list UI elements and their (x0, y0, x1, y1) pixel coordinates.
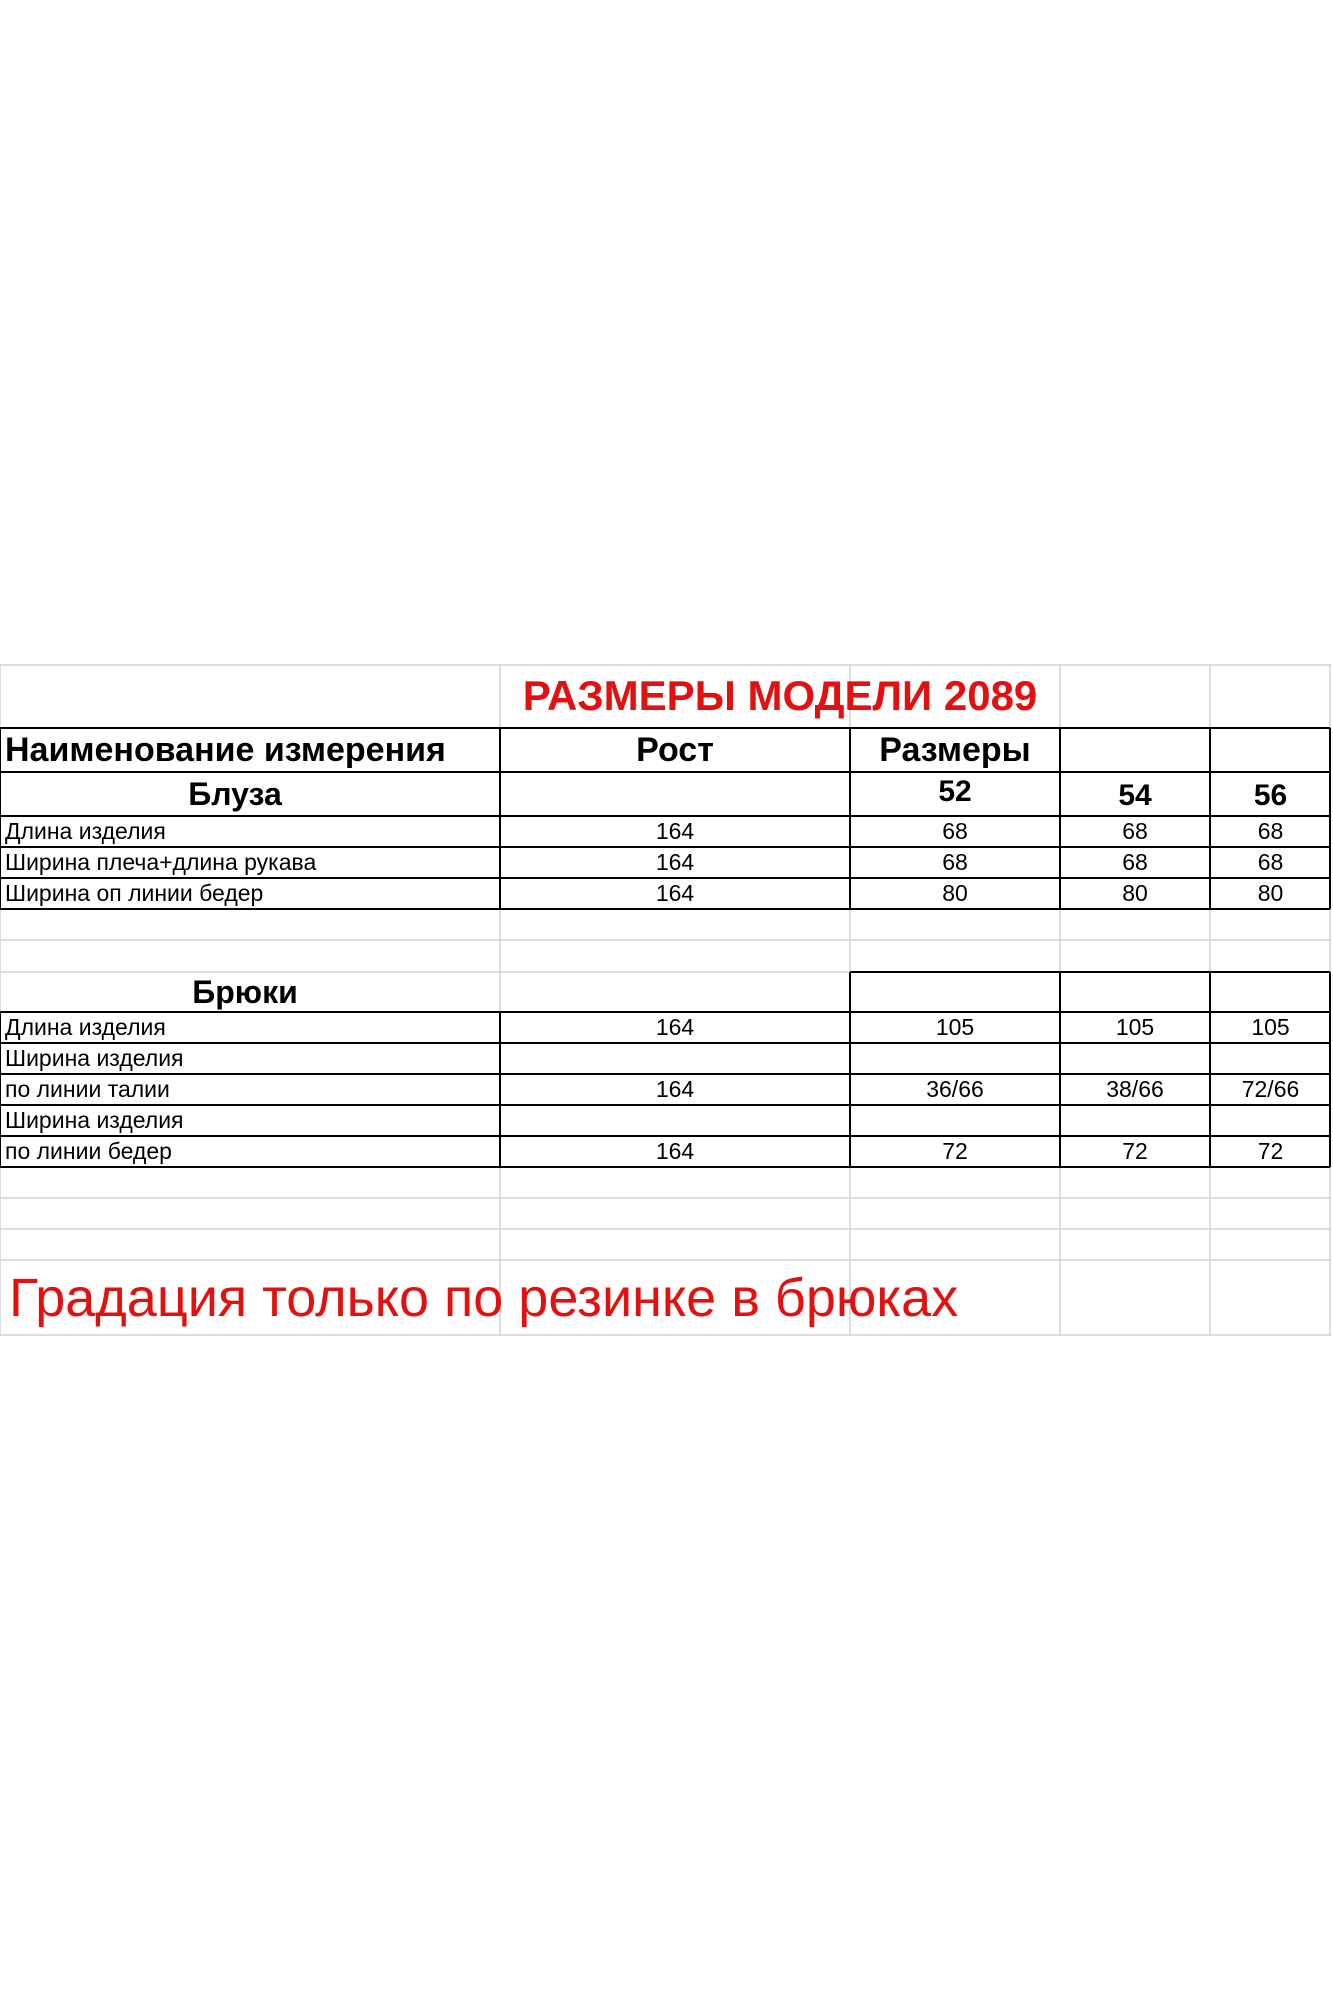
blouse-row-2-label: Ширина плеча+длина рукава (5, 849, 317, 875)
blouse-row-3-size-54: 80 (1122, 880, 1148, 906)
blouse-row-2-size-52: 68 (942, 849, 968, 875)
pants-row-3-size-54: 38/66 (1106, 1076, 1164, 1102)
blouse-row-1-label: Длина изделия (5, 818, 166, 844)
pants-row-1-label: Длина изделия (5, 1014, 166, 1040)
pants-row-5-size-56: 72 (1257, 1138, 1284, 1164)
gradation-note: Градация только по резинке в брюках (9, 1268, 959, 1328)
blouse-row-1-size-54: 68 (1122, 818, 1148, 844)
size-52: 52 (938, 775, 972, 808)
size-54: 54 (1118, 779, 1152, 812)
blouse-row-1-size-56: 68 (1257, 818, 1284, 844)
pants-row-2-label: Ширина изделия (5, 1045, 184, 1071)
blouse-row-3-height: 164 (655, 880, 695, 906)
header-height: Рост (636, 731, 714, 769)
blouse-row-2-height: 164 (655, 849, 695, 875)
blouse-row-2-size-56: 68 (1257, 849, 1284, 875)
pants-row-5-size-52: 72 (942, 1138, 968, 1164)
pants-row-4-label: Ширина изделия (5, 1107, 184, 1133)
blouse-row-3-label: Ширина оп линии бедер (5, 880, 264, 906)
pants-row-1-size-54: 105 (1115, 1014, 1155, 1040)
pants-row-3-height: 164 (655, 1076, 695, 1102)
pants-row-1-size-56: 105 (1251, 1014, 1290, 1040)
header-measurement-name: Наименование измерения (5, 731, 446, 769)
pants-row-3-size-52: 36/66 (926, 1076, 984, 1102)
blouse-row-1-size-52: 68 (942, 818, 968, 844)
size-56: 56 (1253, 779, 1288, 812)
pants-row-1-size-52: 105 (935, 1014, 975, 1040)
blouse-row-3-size-52: 80 (942, 880, 968, 906)
pants-row-1-height: 164 (655, 1014, 695, 1040)
pants-row-5-label: по линии бедер (5, 1138, 172, 1164)
size-table (0, 664, 1331, 1336)
blouse-row-1-height: 164 (655, 818, 695, 844)
pants-row-3-size-56: 72/66 (1241, 1076, 1300, 1102)
blouse-row-3-size-56: 80 (1257, 880, 1284, 906)
pants-row-5-size-54: 72 (1122, 1138, 1148, 1164)
pants-row-3-label: по линии талии (5, 1076, 170, 1102)
table-title: РАЗМЕРЫ МОДЕЛИ 2089 (522, 672, 1038, 719)
section-blouse: Блуза (188, 776, 282, 812)
blouse-row-2-size-54: 68 (1122, 849, 1148, 875)
pants-row-5-height: 164 (655, 1138, 695, 1164)
header-sizes: Размеры (879, 731, 1031, 769)
section-pants: Брюки (192, 974, 298, 1010)
